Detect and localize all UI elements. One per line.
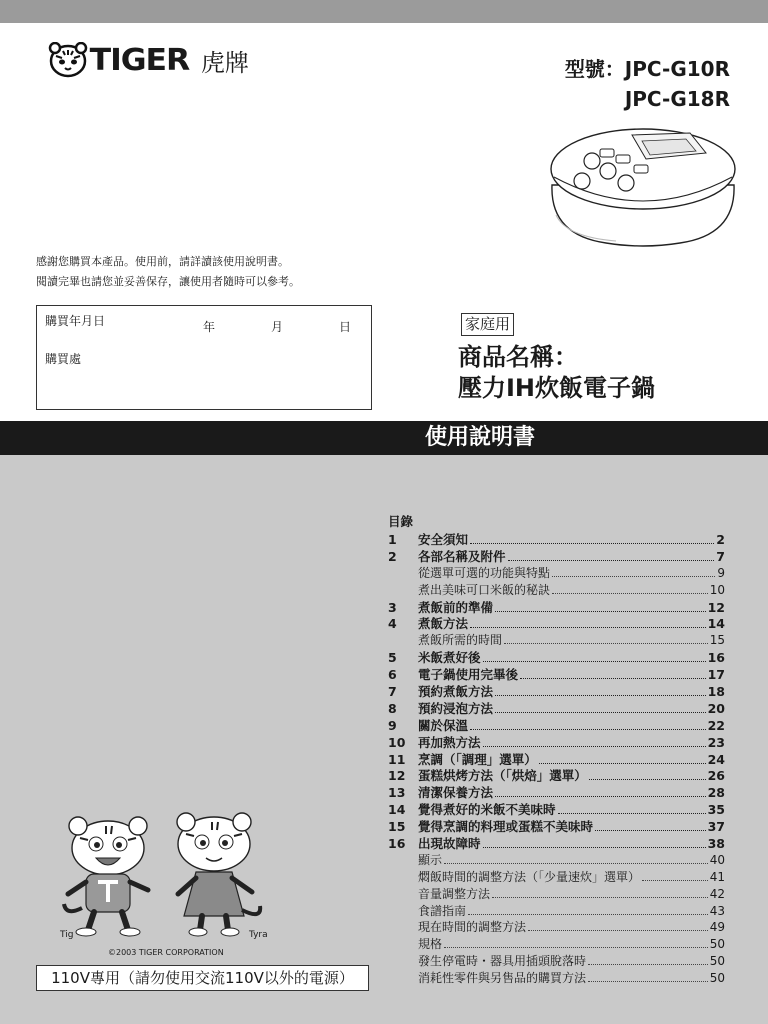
toc-item-page: 18	[707, 684, 725, 700]
toc-item-page: 16	[707, 650, 725, 666]
toc-leader-dots	[495, 796, 706, 797]
toc-item-page: 49	[709, 920, 725, 935]
toc-item	[388, 699, 725, 716]
toc-item-number: 1	[388, 532, 397, 547]
table-of-contents	[388, 513, 725, 986]
rice-cooker-illustration	[546, 125, 740, 253]
toc-leader-dots	[483, 661, 706, 662]
toc-item-title: 預約浸泡方法	[418, 700, 494, 716]
toc-item-number: 16	[388, 836, 406, 852]
toc-item-number: 5	[388, 650, 397, 666]
toc-item	[388, 834, 725, 851]
toc-item-page: 26	[707, 768, 725, 784]
toc-item-title: 規格	[418, 937, 443, 952]
purchase-place-label: 購買處	[45, 352, 82, 366]
toc-item-title: 煮飯前的準備	[418, 599, 494, 615]
toc-item	[388, 733, 725, 750]
toc-leader-dots	[588, 981, 708, 982]
toc-item	[388, 800, 725, 817]
toc-leader-dots	[444, 947, 708, 948]
toc-leader-dots	[468, 914, 708, 915]
toc-item-title: 關於保溫	[418, 717, 469, 733]
toc-leader-dots	[470, 729, 706, 730]
toc-item	[388, 935, 725, 952]
toc-item-page: 42	[709, 886, 725, 901]
toc-item-number: 10	[388, 734, 406, 750]
voltage-note-box: 110V專用（請勿使用交流110V以外的電源）	[36, 965, 369, 991]
toc-item-number: 9	[388, 717, 397, 733]
toc-item-number: 2	[388, 548, 397, 564]
toc-item	[388, 547, 725, 564]
toc-item-title: 安全須知	[418, 532, 469, 547]
household-use-badge: 家庭用	[461, 313, 514, 336]
toc-item	[388, 682, 725, 699]
toc-leader-dots	[528, 930, 708, 931]
toc-item	[388, 918, 725, 935]
toc-leader-dots	[520, 678, 706, 679]
toc-item-page: 43	[709, 903, 725, 918]
toc-item	[388, 631, 725, 648]
toc-item	[388, 902, 725, 919]
toc-item	[388, 598, 725, 615]
toc-item-page: 12	[707, 599, 725, 615]
intro-text	[36, 252, 300, 292]
purchase-date-label: 購買年月日	[45, 314, 106, 328]
toc-item-page: 22	[707, 717, 725, 733]
toc-item-page: 35	[707, 802, 725, 818]
toc-item	[388, 885, 725, 902]
tyra-mascot	[177, 813, 260, 936]
toc-item-number: 7	[388, 684, 397, 700]
toc-item	[388, 766, 725, 783]
model-number	[565, 54, 730, 114]
toc-leader-dots	[552, 576, 715, 577]
toc-heading: 目錄	[388, 514, 414, 529]
product-name	[458, 342, 655, 404]
toc-item-page: 23	[707, 734, 725, 750]
toc-leader-dots	[483, 746, 706, 747]
toc-leader-dots	[492, 897, 708, 898]
toc-item	[388, 716, 725, 733]
brand-name: TIGER	[89, 42, 190, 78]
toc-leader-dots	[444, 863, 708, 864]
toc-leader-dots	[504, 643, 708, 644]
product-name-label: 商品名稱：	[458, 343, 578, 371]
toc-item-number: 8	[388, 700, 397, 716]
toc-leader-dots	[470, 543, 714, 544]
toc-list	[388, 530, 725, 986]
toc-item	[388, 969, 725, 986]
toc-item-title: 燜飯時間的調整方法（「少量速炊」選單）	[418, 869, 641, 884]
model-line-2: JPC-G18R	[624, 87, 730, 111]
top-gray-bar	[0, 0, 768, 23]
tig-mascot	[64, 817, 148, 936]
toc-item	[388, 750, 725, 767]
copyright-text: ©2003 TIGER CORPORATION	[108, 948, 224, 957]
toc-item-title: 電子鍋使用完畢後	[418, 667, 519, 683]
toc-item	[388, 868, 725, 885]
toc-item-page: 41	[709, 869, 725, 884]
toc-item-page: 38	[707, 836, 725, 852]
toc-item-title: 蛋糕烘烤方法（「烘焙」選單）	[418, 768, 587, 784]
toc-item-title: 從選單可選的功能與特點	[418, 565, 551, 580]
toc-item-title: 音量調整方法	[418, 886, 491, 901]
tig-label: Tig	[60, 930, 74, 940]
toc-item-page: 20	[707, 700, 725, 716]
toc-leader-dots	[495, 611, 706, 612]
toc-item-title: 覺得煮好的米飯不美味時	[418, 802, 556, 818]
toc-item-page: 7	[716, 548, 725, 564]
product-name-value: 壓力IH炊飯電子鍋	[458, 374, 656, 402]
toc-item-number: 13	[388, 785, 406, 801]
toc-item	[388, 817, 725, 834]
toc-item-number: 12	[388, 768, 406, 784]
toc-item-title: 煮飯所需的時間	[418, 633, 503, 648]
toc-item-title: 現在時間的調整方法	[418, 920, 527, 935]
toc-item-page: 40	[709, 852, 725, 867]
toc-item-title: 消耗性零件與另售品的購買方法	[418, 971, 587, 986]
toc-item-title: 發生停電時・器具用插頭脫落時	[418, 954, 587, 969]
purchase-info-box	[36, 305, 372, 410]
toc-item	[388, 952, 725, 969]
toc-leader-dots	[508, 560, 715, 561]
toc-item-page: 50	[709, 937, 725, 952]
manual-title: 使用說明書	[425, 425, 536, 450]
toc-leader-dots	[642, 880, 708, 881]
toc-item	[388, 851, 725, 868]
purchase-year-label: 年	[203, 320, 216, 334]
toc-item-number: 14	[388, 802, 406, 818]
model-line-1: 型號：JPC-G10R	[564, 57, 730, 81]
tyra-label: Tyra	[249, 930, 268, 940]
toc-item-title: 煮出美味可口米飯的秘訣	[418, 582, 551, 597]
intro-line-2: 閱讀完畢也請您並妥善保存，讓使用者隨時可以參考。	[36, 275, 300, 288]
toc-leader-dots	[539, 763, 706, 764]
toc-item-title: 米飯煮好後	[418, 650, 481, 666]
toc-item-title: 各部名稱及附件	[418, 548, 506, 564]
toc-item-title: 清潔保養方法	[418, 785, 494, 801]
toc-item-page: 14	[707, 616, 725, 632]
brand-chinese-name: 虎牌	[200, 48, 249, 77]
toc-item-number: 15	[388, 819, 406, 835]
toc-item	[388, 783, 725, 800]
toc-item-title: 出現故障時	[418, 836, 481, 852]
purchase-month-label: 月	[271, 320, 284, 334]
toc-item	[388, 530, 725, 547]
toc-item	[388, 648, 725, 665]
toc-item-title: 烹調（「調理」選單）	[418, 751, 537, 767]
toc-leader-dots	[495, 695, 706, 696]
tiger-logo	[48, 40, 249, 80]
toc-item-page: 2	[716, 532, 725, 547]
toc-item-number: 4	[388, 616, 397, 632]
toc-item	[388, 581, 725, 598]
toc-item-title: 預約煮飯方法	[418, 684, 494, 700]
toc-item-number: 11	[388, 751, 406, 767]
toc-item-page: 37	[707, 819, 725, 835]
toc-item-title: 食譜指南	[418, 903, 467, 918]
toc-item	[388, 665, 725, 682]
toc-leader-dots	[470, 627, 706, 628]
toc-item-page: 17	[707, 667, 725, 683]
toc-item-page: 50	[709, 954, 725, 969]
toc-leader-dots	[495, 712, 706, 713]
toc-item-title: 再加熱方法	[418, 734, 481, 750]
toc-item-title: 煮飯方法	[418, 616, 469, 632]
toc-item-title: 覺得烹調的料理或蛋糕不美味時	[418, 819, 594, 835]
toc-item-page: 24	[707, 751, 725, 767]
toc-item-title: 顯示	[418, 852, 443, 867]
toc-item-page: 9	[717, 565, 725, 580]
toc-item-page: 15	[709, 633, 725, 648]
title-bar	[0, 421, 768, 455]
toc-leader-dots	[558, 813, 706, 814]
toc-leader-dots	[552, 593, 708, 594]
toc-leader-dots	[483, 847, 706, 848]
mascot-illustration	[62, 812, 272, 946]
tiger-head-icon	[48, 42, 88, 78]
toc-item	[388, 614, 725, 631]
toc-item	[388, 564, 725, 581]
toc-item-number: 6	[388, 667, 397, 683]
toc-item-page: 10	[709, 582, 725, 597]
toc-leader-dots	[589, 779, 706, 780]
toc-leader-dots	[595, 830, 706, 831]
toc-item-page: 28	[707, 785, 725, 801]
intro-line-1: 感謝您購買本產品。使用前，請詳讀該使用說明書。	[36, 255, 289, 268]
purchase-day-label: 日	[339, 320, 352, 334]
toc-item-number: 3	[388, 599, 397, 615]
toc-leader-dots	[588, 964, 708, 965]
toc-item-page: 50	[709, 971, 725, 986]
